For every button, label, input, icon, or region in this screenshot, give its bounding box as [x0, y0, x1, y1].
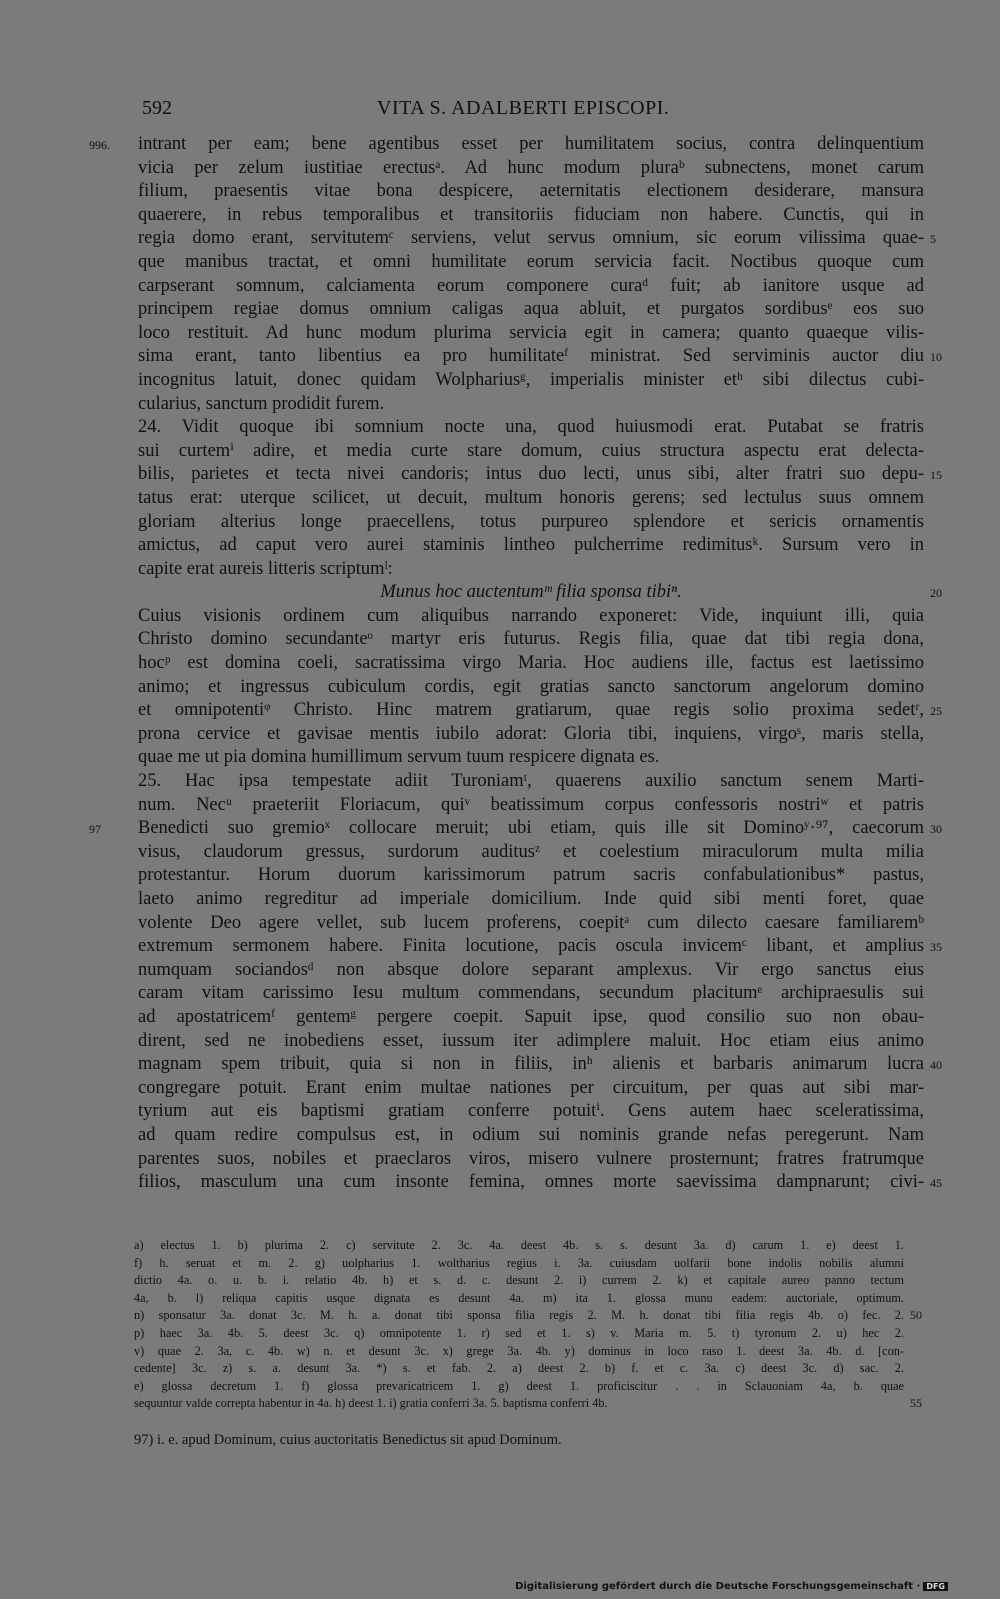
running-title: VITA S. ADALBERTI EPISCOPI.: [377, 97, 670, 119]
text-line: [138, 1006, 924, 1030]
text-line: [138, 1077, 924, 1101]
note-line: [134, 1343, 904, 1361]
line-number: 30: [930, 822, 942, 837]
text-line: [138, 1100, 924, 1124]
text-line: [89, 133, 924, 157]
note-line: [134, 1325, 904, 1343]
line-text: sima erant, tanto libentius ea pro humilitateᶠ ministrat. Sed serviminis auctor diu: [138, 346, 924, 367]
line-text: p) haec 3a. 4b. 5. deest 3c. q) omnipotente 1. r) sed et 1. s) v. Maria m. 5. t) tyronum 2. u) hec 2.: [134, 1325, 904, 1340]
line-text: volente Deo agere vellet, sub lucem proferens, coepitᵃ cum dilecto caesare familiaremᵇ: [138, 912, 924, 933]
page-header: [0, 97, 1000, 127]
line-number: 10: [930, 350, 942, 365]
line-text: dictio 4a. o. u. b. i. relatio 4b. h) et s. d. c. desunt 2. i) currem 2. k) et capitale aureo panno tectum: [134, 1273, 904, 1288]
note-line: [134, 1290, 904, 1308]
text-line: [138, 888, 924, 912]
line-text: protestantur. Horum duorum karissimorum patrum sacris confabulationibus* pastus,: [138, 865, 924, 886]
line-text: v) quae 2. 3a, c. 4b. w) n. et desunt 3c. x) grege 3a. 4b. y) dominus in loco raso 1. deest 3a. 4b. d. [con-: [134, 1343, 904, 1358]
line-text: 25. Hac ipsa tempestate adiit Turoniamᵗ, quaerens auxilio sanctum senem Marti-: [138, 771, 924, 792]
line-text: carpserant somnum, calciamenta eorum componere curaᵈ fuit; ab ianitore usque ad: [138, 275, 924, 296]
text-line: [138, 298, 924, 322]
text-line: [138, 204, 924, 228]
line-number: 40: [930, 1058, 942, 1073]
line-text: 24. Vidit quoque ibi somnium nocte una, quod huiusmodi erat. Putabat se fratris: [138, 417, 924, 438]
line-number: 5: [930, 232, 936, 247]
line-text: e) glossa decretum 1. f) glossa prevaricatricem 1. g) deest 1. proficiscitur . . in Sclauoniam 4a, b. quae: [134, 1378, 904, 1393]
line-number: 35: [930, 940, 942, 955]
line-text: cularius, sanctum prodidit furem.: [138, 393, 385, 414]
line-text: gloriam alterius longe praecellens, totus purpureo splendore et sericis ornamentis: [138, 511, 924, 532]
line-text: 4a, b. l) reliqua capitis usque dignata es desunt 4a. m) ita 1. glossa munu eadem: auctoriale, optimum.: [134, 1290, 904, 1305]
main-text: [89, 133, 942, 1195]
text-line: [138, 770, 924, 794]
line-text: loco restituit. Ad hunc modum plurima servicia egit in camera; quanto quaeque vilis-: [138, 322, 924, 343]
line-text: Cuius visionis ordinem cum aliquibus narrando exponeret: Vide, inquiunt illi, quia: [138, 605, 924, 626]
text-line: [138, 1124, 924, 1148]
line-text: prona cervice et gavisae mentis iubilo adorat: Gloria tibi, inquiens, virgoˢ, maris stella,: [138, 723, 924, 744]
line-text: ad quam redire compulsus est, in odium sui nominis grande nefas peregerunt. Nam: [138, 1124, 924, 1145]
text-line: [138, 487, 924, 511]
line-number: 50: [910, 1308, 922, 1323]
line-number: 25: [930, 704, 942, 719]
line-text: regia domo erant, servitutemᶜ serviens, velut servus omnium, sic eorum vilissima quae-: [138, 228, 924, 249]
text-line: [138, 676, 924, 700]
text-line: [138, 794, 924, 818]
text-line: [138, 699, 942, 723]
line-text: amictus, ad caput vero aurei staminis lintheo pulcherrime redimitusᵏ. Sursum vero in: [138, 535, 924, 556]
line-text: quaerere, in rebus temporalibus et transitoriis fiduciam non habere. Cunctis, qui in: [138, 204, 924, 225]
text-line: [138, 251, 924, 275]
line-text: visus, claudorum gressus, surdorum auditusᶻ et coelestium miraculorum multa milia: [138, 841, 924, 862]
text-line: [138, 227, 936, 251]
line-text: intrant per eam; bene agentibus esset per humilitatem socius, contra delinquentium: [138, 134, 924, 154]
text-line: [138, 746, 924, 770]
line-text: filios, masculum una cum insonte femina, omnes morte saevissima dampnarunt; civi-: [138, 1172, 924, 1193]
text-line: [138, 416, 924, 440]
line-text: magnam spem tribuit, quia si non in filiis, inʰ alienis et barbaris animarum lucra: [138, 1054, 924, 1075]
text-line: [138, 369, 924, 393]
margin-marker: 996.: [89, 138, 110, 152]
text-line: [138, 1148, 924, 1172]
line-text: animo; et ingressus cubiculum cordis, egit gratias sancto sanctorum angelorum domino: [138, 676, 924, 697]
note-line: [134, 1307, 922, 1325]
note-line: [134, 1360, 904, 1378]
text-line: [138, 322, 924, 346]
text-line: [138, 628, 924, 652]
text-line: [138, 1053, 942, 1077]
note-line: [134, 1395, 922, 1413]
line-text: tyrium aut eis baptismi gratiam conferre potuitⁱ. Gens autem haec sceleratissima,: [138, 1101, 924, 1122]
text-line: [138, 864, 924, 888]
line-text: laeto animo regreditur ad imperiale domicilium. Inde quid sibi menti foret, quae: [138, 889, 924, 909]
line-text: que manibus tractat, et omni humilitate eorum servicia facit. Noctibus quoque cum: [138, 251, 924, 272]
line-text: principem regiae domus omnium caligas aqua abluit, et purgatos sordibusᵉ eos suo: [138, 299, 924, 320]
line-text: num. Necᵘ praeteriit Floriacum, quiᵛ beatissimum corpus confessoris nostriʷ et patris: [138, 794, 924, 815]
line-text: congregare potuit. Erant enim multae nationes per circuitum, per quas aut sibi mar-: [138, 1077, 924, 1098]
margin-marker: 97: [89, 822, 101, 837]
text-line: [138, 558, 924, 582]
line-text: a) electus 1. b) plurima 2. c) servitute 2. 3c. 4a. deest 4b. s. s. desunt 3a. d) carum 1. e) deest 1.: [134, 1238, 904, 1252]
line-text: n) sponsatur 3a. donat 3c. M. h. a. donat tibi sponsa filia regis 2. M. h. donat tibi filia regis 4b. o) fec. 2.: [134, 1308, 904, 1323]
line-text: Munus hoc auctentumᵐ filia sponsa tibiⁿ.: [380, 582, 682, 603]
line-text: ad apostatricemᶠ gentemᵍ pergere coepit. Sapuit ipse, quod consilio suo non obau-: [138, 1006, 924, 1027]
line-text: incognitus latuit, donec quidam Wolphariusᵍ, imperialis minister etʰ sibi dilectus cubi-: [138, 369, 924, 390]
line-text: et omnipotentiᵠ Christo. Hinc matrem gratiarum, quae regis solio proxima sedetʳ,: [138, 700, 924, 721]
line-text: quae me ut pia domina humillimum servum tuum respicere dignata es.: [138, 747, 660, 768]
line-text: filium, praesentis vitae bona despicere, aeternitatis electionem desiderare, mansura: [138, 181, 924, 202]
text-line: [138, 511, 924, 535]
page-number: 592: [142, 97, 172, 119]
line-text: Benedicti suo gremioˣ collocare meruit; ubi etiam, quis ille sit Dominoʸ·⁹⁷, caecorum: [138, 818, 924, 839]
line-text: f) h. seruat et m. 2. g) uolpharius 1. woltharius regius i. 3a. cuiusdam uolfarii bone indolis nobilis alumni: [134, 1255, 904, 1270]
line-text: vicia per zelum iustitiae erectusᵃ. Ad hunc modum pluraᵇ subnectens, monet carum: [138, 157, 924, 178]
line-number: 55: [910, 1396, 922, 1411]
note-line: [134, 1378, 904, 1396]
text-line: [138, 581, 942, 605]
text-line: [89, 817, 942, 841]
text-line: [138, 463, 942, 487]
note-line: [134, 1272, 904, 1290]
text-line: [138, 440, 924, 464]
line-text: hocᵖ est domina coeli, sacratissima virgo Maria. Hoc audiens ille, factus est laetissimo: [138, 653, 924, 674]
line-text: bilis, parietes et tecta nivei candoris; intus duo lecti, unus sibi, alter fratri suo depu-: [138, 464, 924, 485]
line-text: capite erat aureis litteris scriptumˡ:: [138, 558, 393, 579]
line-text: numquam sociandosᵈ non absque dolore separant amplexus. Vir ergo sanctus eius: [138, 959, 924, 980]
text-line: [138, 935, 942, 959]
line-text: Christo domino secundanteᵒ martyr eris futurus. Regis filia, quae dat tibi regia dona,: [138, 629, 924, 650]
text-line: [138, 652, 924, 676]
text-line: [138, 912, 924, 936]
text-line: [138, 982, 924, 1006]
line-text: tatus erat: uterque scilicet, ut decuit, multum honoris gerens; sed lectulus suus omnem: [138, 487, 924, 508]
line-text: sequuntur valde correpta habentur in 4a. h) deest 1. i) gratia conferri 3a. 5. baptisma conferri 4b.: [134, 1396, 608, 1411]
text-line: [138, 959, 924, 983]
text-line: [138, 1171, 942, 1195]
text-line: [138, 605, 924, 629]
text-line: [138, 345, 942, 369]
text-line: [138, 180, 924, 204]
footer-text: Digitalisierung gefördert durch die Deutsche Forschungsgemeinschaft ·: [515, 1581, 921, 1592]
line-text: parentes suos, nobiles et praeclaros viros, misero vulnere prosternunt; fratres fratrumque: [138, 1148, 924, 1169]
text-line: [138, 157, 924, 181]
funding-footer: [515, 1581, 948, 1592]
line-number: 15: [930, 468, 942, 483]
critical-apparatus: [134, 1237, 922, 1413]
text-line: [138, 534, 924, 558]
line-text: cedente] 3c. z) s. a. desunt 3a. *) s. et fab. 2. a) deest 2. b) f. et c. 3a. c) deest 3c. d) sac. 2.: [134, 1361, 904, 1376]
dfg-logo: DFG: [923, 1582, 948, 1591]
text-line: [138, 723, 924, 747]
note-line: [134, 1237, 904, 1255]
line-text: caram vitam carissimo Iesu multum commendans, secundum placitumᵉ archipraesulis sui: [138, 983, 924, 1004]
footnote-97: 97) i. e. apud Dominum, cuius auctoritatis Benedictus sit apud Dominum.: [134, 1432, 562, 1448]
line-text: sui curtemⁱ adire, et media curte stare domum, cuius structura aspectu erat delecta-: [138, 440, 924, 461]
text-line: [138, 1030, 924, 1054]
line-number: 45: [930, 1176, 942, 1191]
line-text: extremum sermonem habere. Finita locutione, pacis oscula invicemᶜ libant, et amplius: [138, 936, 924, 957]
text-line: [138, 841, 924, 865]
line-number: 20: [930, 586, 942, 601]
text-line: [138, 275, 924, 299]
note-line: [134, 1255, 904, 1273]
text-line: [138, 393, 924, 417]
line-text: dirent, sed ne inobediens esset, iussum iter adimplere maluit. Hoc etiam eius animo: [138, 1030, 924, 1051]
